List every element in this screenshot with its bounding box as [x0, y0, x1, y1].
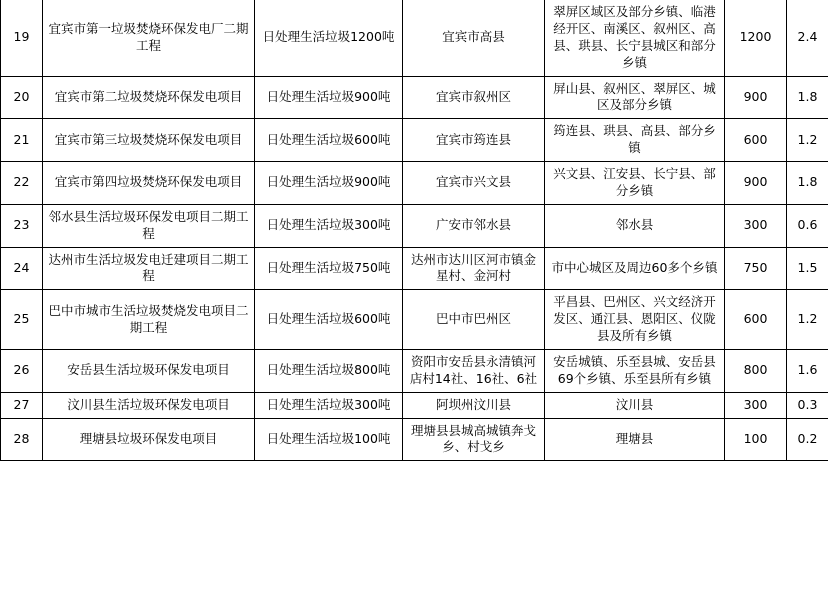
cell-scale: 日处理生活垃圾800吨 — [255, 349, 403, 392]
cell-index: 24 — [1, 247, 43, 290]
cell-name: 宜宾市第三垃圾焚烧环保发电项目 — [43, 119, 255, 162]
cell-location: 巴中市巴州区 — [403, 290, 545, 350]
cell-scale: 日处理生活垃圾600吨 — [255, 119, 403, 162]
cell-index: 25 — [1, 290, 43, 350]
table-row — [1, 349, 828, 392]
table-body — [1, 0, 828, 461]
cell-location: 宜宾市高县 — [403, 0, 545, 76]
cell-capacity: 300 — [725, 204, 787, 247]
cell-range: 筠连县、珙县、高县、部分乡镇 — [545, 119, 725, 162]
cell-scale: 日处理生活垃圾300吨 — [255, 392, 403, 418]
cell-location: 阿坝州汶川县 — [403, 392, 545, 418]
cell-scale: 日处理生活垃圾900吨 — [255, 162, 403, 205]
cell-index: 27 — [1, 392, 43, 418]
cell-power: 1.8 — [787, 162, 828, 205]
cell-scale: 日处理生活垃圾600吨 — [255, 290, 403, 350]
cell-index: 28 — [1, 418, 43, 461]
cell-scale: 日处理生活垃圾100吨 — [255, 418, 403, 461]
cell-capacity: 900 — [725, 162, 787, 205]
cell-power: 1.8 — [787, 76, 828, 119]
cell-power: 0.2 — [787, 418, 828, 461]
cell-location: 宜宾市筠连县 — [403, 119, 545, 162]
cell-power: 1.2 — [787, 290, 828, 350]
cell-power: 1.2 — [787, 119, 828, 162]
cell-power: 1.5 — [787, 247, 828, 290]
cell-power: 1.6 — [787, 349, 828, 392]
cell-capacity: 600 — [725, 290, 787, 350]
table-row — [1, 162, 828, 205]
cell-capacity: 600 — [725, 119, 787, 162]
table-row — [1, 0, 828, 76]
cell-power: 0.3 — [787, 392, 828, 418]
cell-location: 理塘县县城高城镇奔戈乡、村戈乡 — [403, 418, 545, 461]
table-row — [1, 392, 828, 418]
cell-name: 宜宾市第一垃圾焚烧环保发电厂二期工程 — [43, 0, 255, 76]
cell-range: 邻水县 — [545, 204, 725, 247]
cell-name: 邻水县生活垃圾环保发电项目二期工程 — [43, 204, 255, 247]
cell-capacity: 1200 — [725, 0, 787, 76]
cell-capacity: 800 — [725, 349, 787, 392]
cell-index: 26 — [1, 349, 43, 392]
cell-range: 平昌县、巴州区、兴文经济开发区、通江县、恩阳区、仪陇县及所有乡镇 — [545, 290, 725, 350]
cell-capacity: 300 — [725, 392, 787, 418]
cell-capacity: 750 — [725, 247, 787, 290]
cell-scale: 日处理生活垃圾1200吨 — [255, 0, 403, 76]
cell-index: 19 — [1, 0, 43, 76]
table-row — [1, 76, 828, 119]
table-row — [1, 119, 828, 162]
cell-range: 兴文县、江安县、长宁县、部分乡镇 — [545, 162, 725, 205]
cell-name: 巴中市城市生活垃圾焚烧发电项目二期工程 — [43, 290, 255, 350]
cell-range: 安岳城镇、乐至县城、安岳县69个乡镇、乐至县所有乡镇 — [545, 349, 725, 392]
cell-name: 理塘县垃圾环保发电项目 — [43, 418, 255, 461]
table-row — [1, 247, 828, 290]
cell-name: 汶川县生活垃圾环保发电项目 — [43, 392, 255, 418]
cell-power: 0.6 — [787, 204, 828, 247]
cell-index: 20 — [1, 76, 43, 119]
cell-range: 汶川县 — [545, 392, 725, 418]
table-row — [1, 290, 828, 350]
cell-scale: 日处理生活垃圾300吨 — [255, 204, 403, 247]
cell-range: 理塘县 — [545, 418, 725, 461]
cell-range: 屏山县、叙州区、翠屏区、城区及部分乡镇 — [545, 76, 725, 119]
cell-name: 达州市生活垃圾发电迁建项目二期工程 — [43, 247, 255, 290]
cell-index: 23 — [1, 204, 43, 247]
cell-scale: 日处理生活垃圾900吨 — [255, 76, 403, 119]
cell-name: 安岳县生活垃圾环保发电项目 — [43, 349, 255, 392]
cell-location: 宜宾市兴文县 — [403, 162, 545, 205]
cell-index: 21 — [1, 119, 43, 162]
cell-name: 宜宾市第四垃圾焚烧环保发电项目 — [43, 162, 255, 205]
cell-location: 广安市邻水县 — [403, 204, 545, 247]
cell-capacity: 900 — [725, 76, 787, 119]
cell-scale: 日处理生活垃圾750吨 — [255, 247, 403, 290]
table-row — [1, 204, 828, 247]
cell-range: 市中心城区及周边60多个乡镇 — [545, 247, 725, 290]
cell-location: 宜宾市叙州区 — [403, 76, 545, 119]
cell-name: 宜宾市第二垃圾焚烧环保发电项目 — [43, 76, 255, 119]
cell-location: 资阳市安岳县永清镇河店村14社、16社、6社 — [403, 349, 545, 392]
cell-range: 翠屏区域区及部分乡镇、临港经开区、南溪区、叙州区、高县、珙县、长宁县城区和部分乡镇 — [545, 0, 725, 76]
cell-capacity: 100 — [725, 418, 787, 461]
cell-location: 达州市达川区河市镇金星村、金河村 — [403, 247, 545, 290]
cell-power: 2.4 — [787, 0, 828, 76]
cell-index: 22 — [1, 162, 43, 205]
table-row — [1, 418, 828, 461]
